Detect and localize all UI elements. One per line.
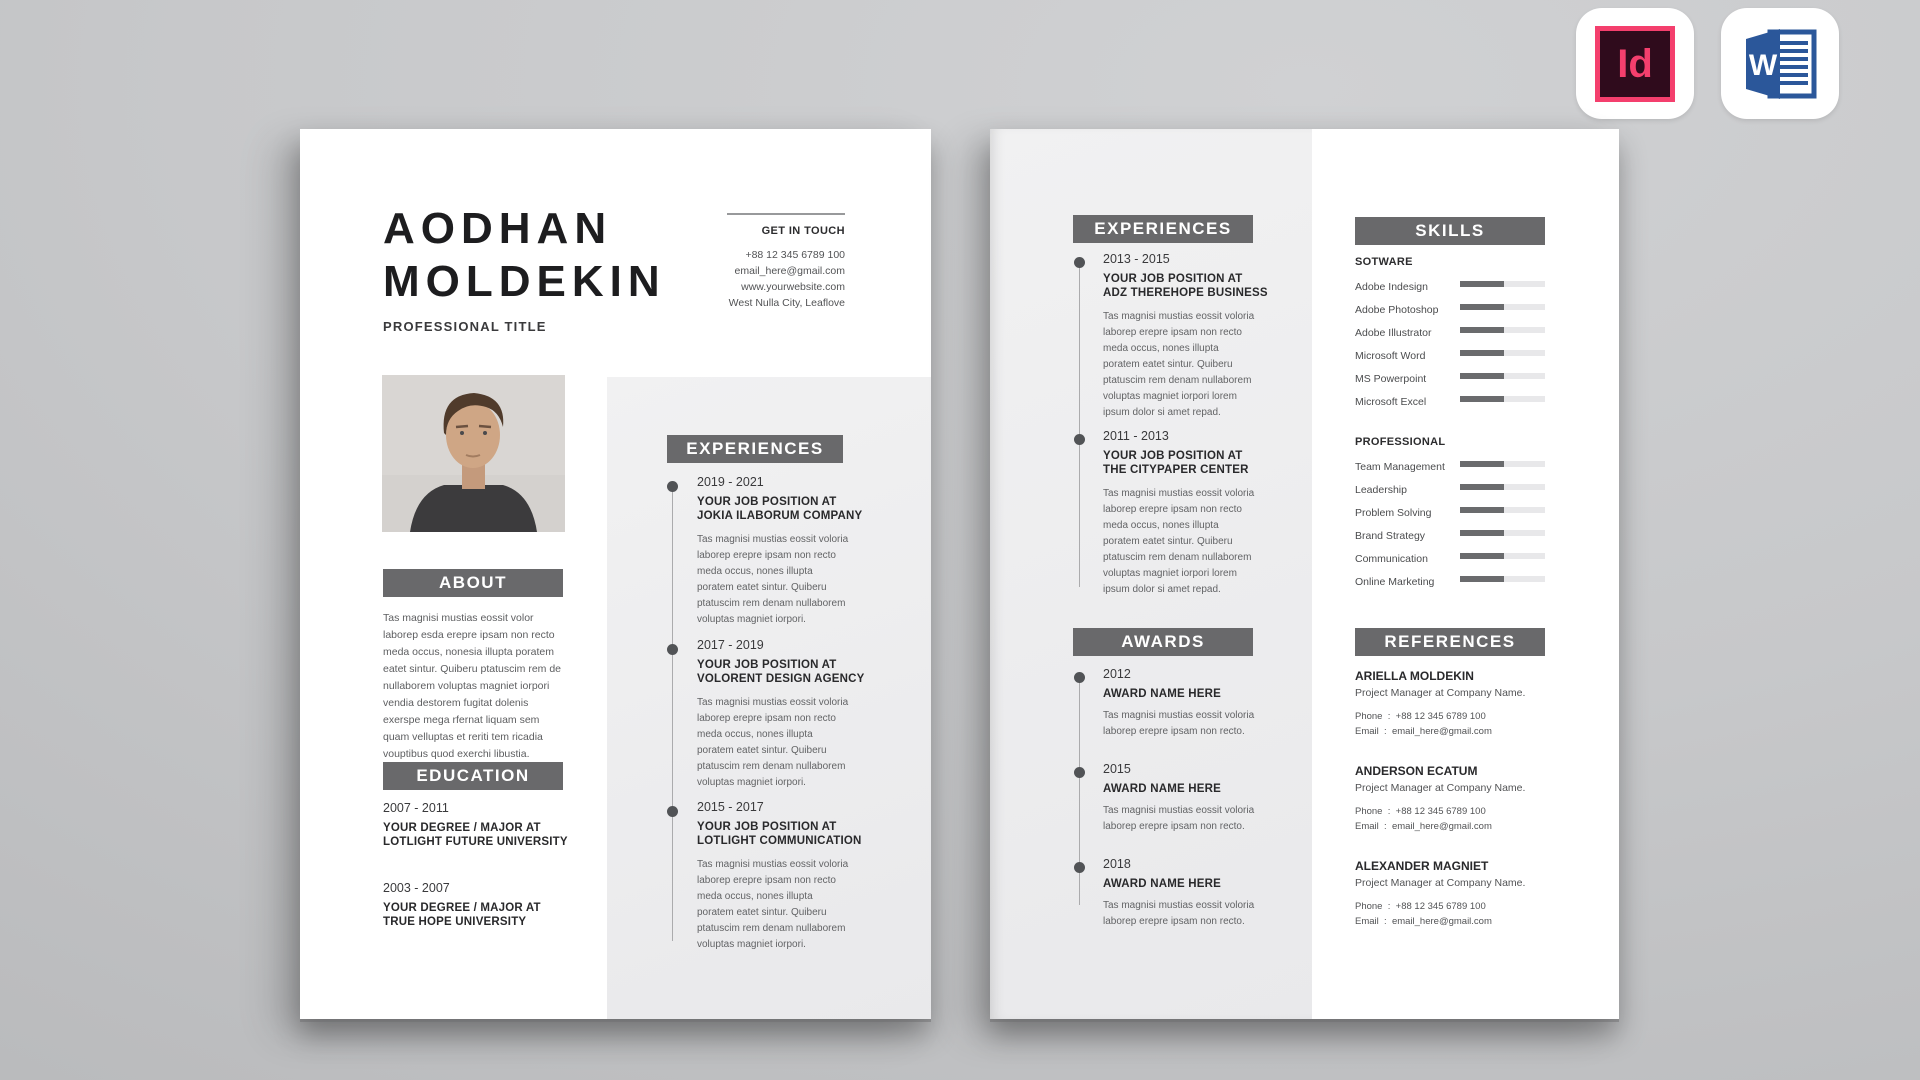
reference-item — [1355, 669, 1595, 739]
experience-title-line2: ADZ THEREHOPE BUSINESS — [1103, 287, 1268, 299]
skill-bar-track — [1460, 350, 1545, 356]
experience-dates: 2015 - 2017 — [697, 800, 764, 814]
skills-group-label: SOTWARE — [1355, 256, 1413, 268]
experience-body: Tas magnisi mustias eossit voloria laborep erepre ipsam non recto meda occus, nones illupta poratem eatet sintur. Quiberu ptatuscim rem denam nullaborem voluptas magniet iorpori. — [697, 534, 849, 625]
skill-bar-fill — [1460, 327, 1504, 333]
contact-block — [645, 225, 845, 311]
award-body: Tas magnisi mustias eossit voloria laborep erepre ipsam non recto. — [1103, 710, 1255, 737]
skill-bar-track — [1460, 373, 1545, 379]
award-item — [1103, 667, 1255, 740]
skill-row — [1355, 300, 1545, 316]
references-heading: REFERENCES — [1355, 628, 1545, 656]
skill-row — [1355, 277, 1545, 293]
reference-phone: Phone : +88 12 345 6789 100 — [1355, 711, 1486, 722]
experience-title-line1: YOUR JOB POSITION AT — [697, 659, 837, 671]
skill-bar-fill — [1460, 507, 1504, 513]
skill-row — [1355, 549, 1545, 565]
reference-item — [1355, 859, 1595, 929]
experience-item — [697, 638, 865, 791]
experience-item — [1103, 429, 1255, 598]
candidate-photo — [382, 375, 565, 532]
experience-title-line1: YOUR JOB POSITION AT — [1103, 273, 1243, 285]
about-heading: ABOUT — [383, 569, 563, 597]
adobe-indesign-icon — [1576, 8, 1694, 119]
experience-title-line2: THE CITYPAPER CENTER — [1103, 464, 1249, 476]
word-logo — [1740, 24, 1820, 104]
timeline-dot — [1074, 257, 1085, 268]
timeline-line — [1079, 262, 1080, 587]
skill-name: Adobe Photoshop — [1355, 304, 1439, 316]
experience-dates: 2017 - 2019 — [697, 638, 764, 652]
experience-title-line1: YOUR JOB POSITION AT — [1103, 450, 1243, 462]
reference-name: ALEXANDER MAGNIET — [1355, 859, 1489, 873]
experience-title — [1103, 449, 1255, 477]
skill-bar-fill — [1460, 553, 1504, 559]
skill-name: Microsoft Excel — [1355, 396, 1427, 408]
experience-body: Tas magnisi mustias eossit voloria laborep erepre ipsam non recto meda occus, nones illupta poratem eatet sintur. Quiberu ptatuscim rem denam nullaborem voluptas magniet iorpori. — [697, 859, 849, 950]
timeline-dot — [1074, 672, 1085, 683]
experiences2-heading: EXPERIENCES — [1073, 215, 1253, 243]
skill-bar-fill — [1460, 530, 1504, 536]
timeline-line — [672, 486, 673, 941]
skill-bar-track — [1460, 304, 1545, 310]
reference-email: Email : email_here@gmail.com — [1355, 916, 1492, 927]
education-degree — [383, 821, 568, 849]
experience-title-line1: YOUR JOB POSITION AT — [697, 821, 837, 833]
skills-heading: SKILLS — [1355, 217, 1545, 245]
skill-bar-fill — [1460, 373, 1504, 379]
resume-page-2 — [990, 129, 1619, 1019]
timeline-dot — [1074, 767, 1085, 778]
skill-bar-fill — [1460, 350, 1504, 356]
skill-name: Microsoft Word — [1355, 350, 1426, 362]
experience-title — [697, 658, 865, 686]
skill-bar-track — [1460, 553, 1545, 559]
experience-title-line2: LOTLIGHT COMMUNICATION — [697, 835, 862, 847]
skill-row — [1355, 392, 1545, 408]
skill-row — [1355, 346, 1545, 362]
award-title: AWARD NAME HERE — [1103, 878, 1222, 890]
award-body: Tas magnisi mustias eossit voloria laborep erepre ipsam non recto. — [1103, 805, 1255, 832]
candidate-name — [383, 202, 666, 308]
skill-name: Leadership — [1355, 484, 1407, 496]
candidate-name-line1: AODHAN — [383, 204, 613, 253]
experience-dates: 2011 - 2013 — [1103, 429, 1169, 443]
skill-bar-track — [1460, 507, 1545, 513]
resume-page-1 — [300, 129, 931, 1019]
skill-name: Online Marketing — [1355, 576, 1435, 588]
microsoft-word-icon — [1721, 8, 1839, 119]
reference-phone: Phone : +88 12 345 6789 100 — [1355, 806, 1486, 817]
skill-row — [1355, 323, 1545, 339]
skill-bar-track — [1460, 530, 1545, 536]
skill-bar-track — [1460, 281, 1545, 287]
skills-group-label: PROFESSIONAL — [1355, 436, 1446, 448]
reference-name: ARIELLA MOLDEKIN — [1355, 669, 1474, 683]
skill-bar-fill — [1460, 461, 1504, 467]
award-title: AWARD NAME HERE — [1103, 783, 1222, 795]
timeline-dot — [667, 644, 678, 655]
skill-bar-track — [1460, 396, 1545, 402]
skill-bar-fill — [1460, 281, 1504, 287]
indesign-logo — [1595, 26, 1675, 102]
reference-role: Project Manager at Company Name. — [1355, 782, 1526, 794]
contact-address: West Nulla City, Leaflove — [728, 297, 845, 309]
timeline-dot — [1074, 862, 1085, 873]
professional-title: PROFESSIONAL TITLE — [383, 319, 547, 334]
experiences-heading: EXPERIENCES — [667, 435, 843, 463]
education-item — [383, 801, 568, 849]
reference-role: Project Manager at Company Name. — [1355, 877, 1526, 889]
skill-bar-track — [1460, 327, 1545, 333]
experience-title — [697, 820, 862, 848]
awards-heading: AWARDS — [1073, 628, 1253, 656]
skill-name: Team Management — [1355, 461, 1445, 473]
experience-dates: 2019 - 2021 — [697, 475, 764, 489]
contact-phone: +88 12 345 6789 100 — [745, 249, 845, 261]
timeline-dot — [667, 806, 678, 817]
reference-email: Email : email_here@gmail.com — [1355, 726, 1492, 737]
skill-row — [1355, 369, 1545, 385]
award-body: Tas magnisi mustias eossit voloria laborep erepre ipsam non recto. — [1103, 900, 1255, 927]
experience-body: Tas magnisi mustias eossit voloria laborep erepre ipsam non recto meda occus, nones illupta poratem eatet sintur. Quiberu ptatuscim rem denam nullaborem voluptas magniet iorpori lorem ipsum dolor si amet repad. — [1103, 488, 1255, 595]
award-year: 2012 — [1103, 667, 1131, 681]
award-year: 2015 — [1103, 762, 1131, 776]
skill-bar-track — [1460, 576, 1545, 582]
about-body: Tas magnisi mustias eossit volor laborep esda erepre ipsam non recto meda occus, nonesia illupta poratem eatet sintur. Quiberu ptatuscim rem de nullaborem voluptas magniet iorpori vendia destorem fugitat dolenis exerspe mega rfernat liquam sem quam velluptas et reriti tem ricadia vouptibus quod exerchi libustia. — [383, 612, 562, 760]
award-title: AWARD NAME HERE — [1103, 688, 1222, 700]
indesign-logo-label: Id — [1617, 41, 1653, 86]
education-dates: 2007 - 2011 — [383, 801, 449, 815]
skill-name: Problem Solving — [1355, 507, 1432, 519]
education-heading: EDUCATION — [383, 762, 563, 790]
reference-role: Project Manager at Company Name. — [1355, 687, 1526, 699]
education-degree-line1: YOUR DEGREE / MAJOR AT — [383, 902, 541, 914]
education-dates: 2003 - 2007 — [383, 881, 450, 895]
contact-website: www.yourwebsite.com — [741, 281, 845, 293]
skill-name: Brand Strategy — [1355, 530, 1426, 542]
contact-heading: GET IN TOUCH — [761, 225, 845, 237]
reference-item — [1355, 764, 1595, 834]
reference-name: ANDERSON ECATUM — [1355, 764, 1478, 778]
skill-row — [1355, 572, 1545, 588]
timeline-dot — [667, 481, 678, 492]
svg-text:W: W — [1748, 48, 1778, 82]
skill-name: MS Powerpoint — [1355, 373, 1427, 385]
experience-title-line2: JOKIA ILABORUM COMPANY — [697, 510, 863, 522]
timeline-dot — [1074, 434, 1085, 445]
education-item — [383, 881, 541, 929]
education-degree — [383, 901, 541, 929]
reference-phone: Phone : +88 12 345 6789 100 — [1355, 901, 1486, 912]
award-item — [1103, 857, 1255, 930]
skill-name: Adobe Illustrator — [1355, 327, 1432, 339]
experience-body: Tas magnisi mustias eossit voloria laborep erepre ipsam non recto meda occus, nones illupta poratem eatet sintur. Quiberu ptatuscim rem denam nullaborem voluptas magniet iorpori lorem ipsum dolor si amet repad. — [1103, 311, 1255, 418]
skill-name: Communication — [1355, 553, 1428, 565]
education-degree-line2: TRUE HOPE UNIVERSITY — [383, 916, 527, 928]
candidate-portrait — [382, 375, 565, 532]
skill-row — [1355, 526, 1545, 542]
skill-bar-fill — [1460, 304, 1504, 310]
skill-bar-fill — [1460, 396, 1504, 402]
reference-email: Email : email_here@gmail.com — [1355, 821, 1492, 832]
experience-title — [1103, 272, 1268, 300]
skill-row — [1355, 457, 1545, 473]
award-item — [1103, 762, 1255, 835]
contact-email: email_here@gmail.com — [734, 265, 845, 277]
experience-title — [697, 495, 863, 523]
education-degree-line2: LOTLIGHT FUTURE UNIVERSITY — [383, 836, 568, 848]
skill-bar-track — [1460, 461, 1545, 467]
skill-name: Adobe Indesign — [1355, 281, 1428, 293]
skill-row — [1355, 503, 1545, 519]
candidate-name-line2: MOLDEKIN — [383, 257, 666, 306]
contact-divider — [727, 213, 845, 215]
experience-item — [697, 475, 863, 628]
skill-row — [1355, 480, 1545, 496]
experience-body: Tas magnisi mustias eossit voloria laborep erepre ipsam non recto meda occus, nones illupta poratem eatet sintur. Quiberu ptatuscim rem denam nullaborem voluptas magniet iorpori. — [697, 697, 849, 788]
experience-item — [697, 800, 862, 953]
skill-bar-track — [1460, 484, 1545, 490]
skill-bar-fill — [1460, 484, 1504, 490]
award-year: 2018 — [1103, 857, 1131, 871]
skill-bar-fill — [1460, 576, 1504, 582]
education-degree-line1: YOUR DEGREE / MAJOR AT — [383, 822, 541, 834]
experience-item — [1103, 252, 1268, 421]
experience-title-line2: VOLORENT DESIGN AGENCY — [697, 673, 865, 685]
experience-dates: 2013 - 2015 — [1103, 252, 1170, 266]
experience-title-line1: YOUR JOB POSITION AT — [697, 496, 837, 508]
